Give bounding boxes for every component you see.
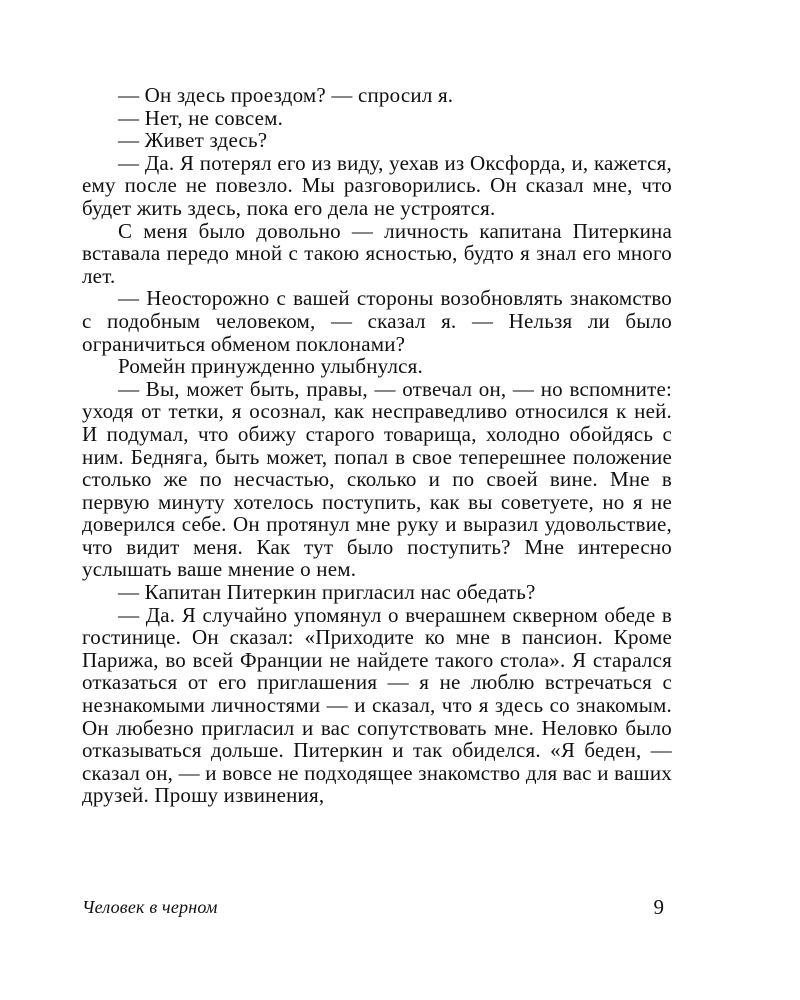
paragraph-10: — Да. Я случайно упомянул о вчерашнем скверном обеде в гостинице. Он сказал: «Приходите ко мне в пансион. Кроме Парижа, во всей Франции не найдете такого стола». Я старался отказаться от его приглашения — я не люблю встречаться с незнакомыми личностями — и сказал, что я здесь со знакомым. Он любезно пригласил и вас сопутствовать мне. Неловко было отказываться дольше. Питеркин и так обиделся. «Я беден, — сказал он, — и вовсе не подходящее знакомство для вас и ваших друзей. Прошу извинения, <box>82 602 672 808</box>
running-title: Человек в черном <box>82 897 218 917</box>
paragraph-9: — Капитан Питеркин пригласил нас обедать? <box>118 580 536 605</box>
paragraph-2: — Нет, не совсем. <box>118 105 284 130</box>
paragraph-5: С меня было довольно — личность капитана Питеркина вставала передо мной с такою ясностью, будто я знал его много лет. <box>82 218 672 288</box>
paragraph-6: — Неосторожно с вашей стороны возобновлять знакомство с подобным человеком, — сказал я. — Нельзя ли было ограничиться обменом поклонами? <box>82 286 672 356</box>
paragraph-3: — Живет здесь? <box>118 128 268 153</box>
body-text <box>82 84 672 807</box>
paragraph-4: — Да. Я потерял его из виду, уехав из Оксфорда, и, кажется, ему после не повезло. Мы разговорились. Он сказал мне, что будет жить здесь, пока его дела не устроятся. <box>82 150 672 220</box>
page-number: 9 <box>653 895 664 919</box>
paragraph-8: — Вы, может быть, правы, — отвечал он, — но вспомните: уходя от тетки, я осознал, как несправедливо относился к ней. И подумал, что обижу старого товарища, холодно обойдясь с ним. Бедняга, быть может, попал в свое теперешнее положение столько же по несчастью, сколько и по своей вине. Мне в первую минуту хотелось поступить, как вы советуете, но я не доверился себе. Он протянул мне руку и выразил удовольствие, что видит меня. Как тут было поступить? Мне интересно услышать ваше мнение о нем. <box>82 376 672 582</box>
page-footer <box>82 897 672 925</box>
paragraph-7: Ромейн принужденно улыбнулся. <box>118 354 423 379</box>
paragraph-1: — Он здесь проездом? — спросил я. <box>118 83 454 107</box>
